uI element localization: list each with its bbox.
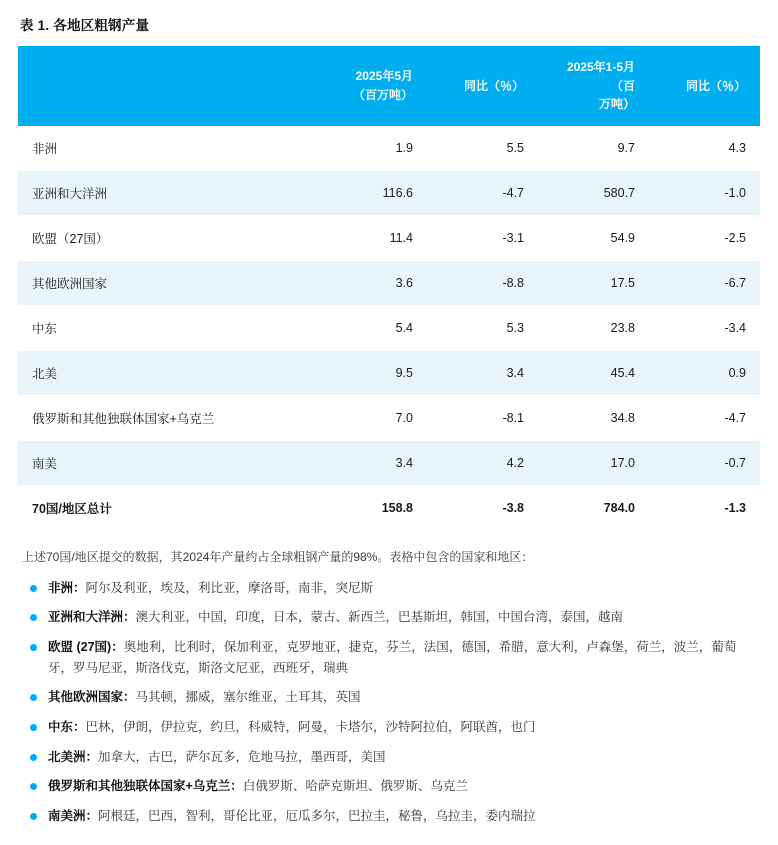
- list-item: [18, 607, 760, 628]
- cell-may: 116.6: [316, 170, 427, 215]
- table-row: [18, 215, 760, 260]
- list-item: [18, 747, 760, 768]
- cell-region: 其他欧洲国家: [18, 260, 316, 305]
- cell-may: 3.4: [316, 440, 427, 485]
- region-membership-list: [18, 578, 760, 827]
- table-title: 表 1. 各地区粗钢产量: [20, 18, 150, 33]
- cell-ytd-yoy: -0.7: [649, 440, 760, 485]
- cell-total-may-yoy: -3.8: [427, 485, 538, 530]
- table-row: [18, 170, 760, 215]
- cell-region: 亚洲和大洋洲: [18, 170, 316, 215]
- region-name: 俄罗斯和其他独联体国家+乌克兰：: [48, 779, 243, 794]
- cell-total-ytd-yoy: -1.3: [649, 485, 760, 530]
- cell-ytd: 54.9: [538, 215, 649, 260]
- region-members: 马其顿，挪威，塞尔维亚，土耳其，英国: [135, 690, 361, 705]
- cell-may-yoy: -8.8: [427, 260, 538, 305]
- cell-may: 3.6: [316, 260, 427, 305]
- column-header-may-2025: [316, 46, 427, 126]
- cell-ytd: 580.7: [538, 170, 649, 215]
- table-body: [18, 126, 760, 531]
- cell-ytd-yoy: -2.5: [649, 215, 760, 260]
- table-footnote: 上述70国/地区提交的数据，其2024年产量约占全球粗钢产量的98%。表格中包含的国家和地区：: [22, 549, 534, 564]
- cell-total-label: 70国/地区总计: [18, 485, 316, 530]
- cell-may: 9.5: [316, 350, 427, 395]
- cell-region: 南美: [18, 440, 316, 485]
- crude-steel-production-table: [18, 46, 760, 531]
- region-name: 其他欧洲国家：: [48, 690, 136, 705]
- region-members: 巴林，伊朗，伊拉克，约旦，科威特，阿曼，卡塔尔，沙特阿拉伯，阿联酋，也门: [85, 719, 536, 734]
- cell-may-yoy: 3.4: [427, 350, 538, 395]
- region-name: 亚洲和大洋洲：: [48, 610, 136, 625]
- list-item: [18, 806, 760, 827]
- cell-may-yoy: 5.5: [427, 126, 538, 171]
- cell-may: 5.4: [316, 305, 427, 350]
- cell-may-yoy: -3.1: [427, 215, 538, 260]
- column-header-ytd-2025-line1: 2025年1-5月（百: [566, 60, 635, 93]
- table-total-row: [18, 485, 760, 530]
- cell-may-yoy: -4.7: [427, 170, 538, 215]
- cell-ytd-yoy: -1.0: [649, 170, 760, 215]
- list-item: [18, 637, 760, 678]
- cell-ytd-yoy: -3.4: [649, 305, 760, 350]
- table-header: [18, 46, 760, 126]
- cell-region: 非洲: [18, 126, 316, 171]
- region-members: 奥地利，比利时，保加利亚，克罗地亚，捷克，芬兰，法国，德国，希腊，意大利，卢森堡，荷兰，波兰，葡萄牙，罗马尼亚，斯洛伐克，斯洛文尼亚，西班牙，瑞典: [48, 640, 737, 675]
- region-members: 加拿大，古巴，萨尔瓦多，危地马拉，墨西哥，美国: [98, 749, 386, 764]
- region-members: 阿根廷，巴西，智利，哥伦比亚，厄瓜多尔，巴拉圭，秘鲁，乌拉圭，委内瑞拉: [98, 808, 536, 823]
- region-name: 欧盟 (27国)：: [48, 640, 124, 655]
- cell-ytd: 9.7: [538, 126, 649, 171]
- cell-ytd: 17.5: [538, 260, 649, 305]
- column-header-region: [18, 46, 316, 126]
- cell-ytd: 23.8: [538, 305, 649, 350]
- bullet-icon: [30, 694, 37, 701]
- cell-ytd-yoy: 4.3: [649, 126, 760, 171]
- bullet-icon: [30, 813, 37, 820]
- list-item: [18, 578, 760, 599]
- cell-ytd-yoy: -6.7: [649, 260, 760, 305]
- column-header-may-2025-line1: 2025年5月: [355, 69, 413, 84]
- cell-may-yoy: 4.2: [427, 440, 538, 485]
- table-row: [18, 440, 760, 485]
- cell-may-yoy: 5.3: [427, 305, 538, 350]
- table-row: [18, 260, 760, 305]
- cell-may: 7.0: [316, 395, 427, 440]
- bullet-icon: [30, 585, 37, 592]
- region-name: 北美洲：: [48, 749, 99, 764]
- bullet-icon: [30, 783, 37, 790]
- cell-ytd: 34.8: [538, 395, 649, 440]
- table-row: [18, 350, 760, 395]
- column-header-ytd-2025-line2: 万吨）: [598, 97, 635, 112]
- table-row: [18, 305, 760, 350]
- table-header-row: [18, 46, 760, 126]
- bullet-icon: [30, 724, 37, 731]
- region-name: 中东：: [48, 719, 86, 734]
- column-header-may-yoy-line1: 同比（％）: [463, 78, 524, 93]
- cell-ytd: 45.4: [538, 350, 649, 395]
- cell-total-may: 158.8: [316, 485, 427, 530]
- cell-ytd: 17.0: [538, 440, 649, 485]
- region-name: 非洲：: [48, 580, 86, 595]
- cell-ytd-yoy: -4.7: [649, 395, 760, 440]
- cell-may: 1.9: [316, 126, 427, 171]
- region-members: 澳大利亚，中国，印度，日本，蒙古、新西兰，巴基斯坦，韩国，中国台湾，泰国，越南: [135, 610, 624, 625]
- cell-region: 中东: [18, 305, 316, 350]
- cell-region: 北美: [18, 350, 316, 395]
- bullet-icon: [30, 614, 37, 621]
- region-members: 白俄罗斯、哈萨克斯坦、俄罗斯、乌克兰: [242, 779, 468, 794]
- bullet-icon: [30, 644, 37, 651]
- column-header-may-yoy: [427, 46, 538, 126]
- bullet-icon: [30, 754, 37, 761]
- cell-may: 11.4: [316, 215, 427, 260]
- list-item: [18, 687, 760, 708]
- list-item: [18, 776, 760, 797]
- region-members: 阿尔及利亚，埃及，利比亚，摩洛哥，南非，突尼斯: [85, 580, 374, 595]
- table-row: [18, 126, 760, 171]
- table-row: [18, 395, 760, 440]
- cell-ytd-yoy: 0.9: [649, 350, 760, 395]
- column-header-may-2025-line2: （百万吨）: [352, 87, 413, 102]
- column-header-ytd-yoy-line1: 同比（％）: [685, 78, 746, 93]
- cell-may-yoy: -8.1: [427, 395, 538, 440]
- cell-region: 欧盟（27国）: [18, 215, 316, 260]
- region-name: 南美洲：: [48, 808, 99, 823]
- list-item: [18, 717, 760, 738]
- column-header-ytd-2025: [538, 46, 649, 126]
- cell-region: 俄罗斯和其他独联体国家+乌克兰: [18, 395, 316, 440]
- column-header-ytd-yoy: [649, 46, 760, 126]
- cell-total-ytd: 784.0: [538, 485, 649, 530]
